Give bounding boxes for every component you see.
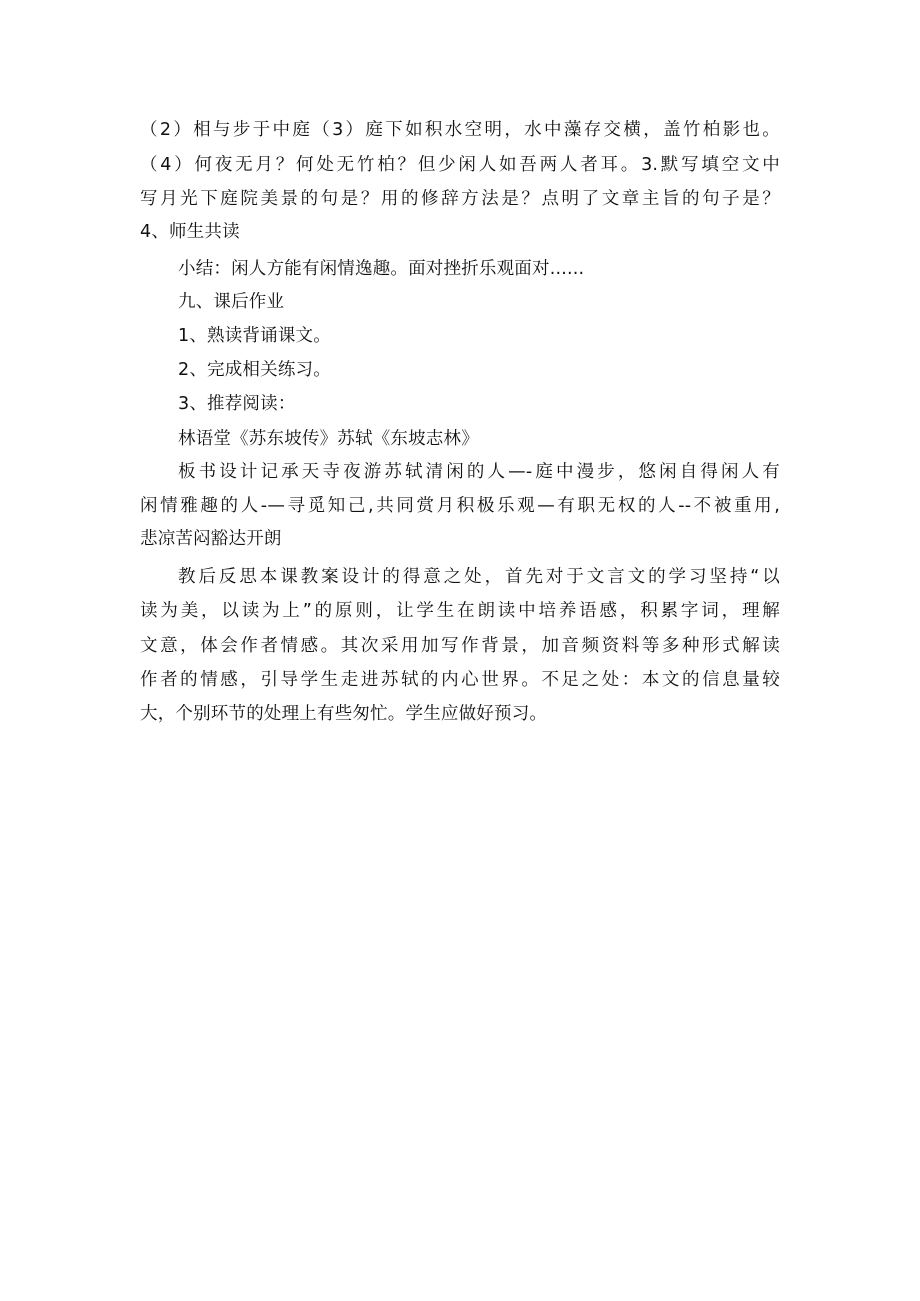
text-line: 作者的情感，引导学生走进苏轼的内心世界。不足之处：本文的信息量较 — [140, 670, 780, 690]
text-line: 闲情雅趣的人-—寻觅知己,共同赏月积极乐观—有职无权的人--不被重用, — [140, 496, 780, 516]
text-line: 文意，体会作者情感。其次采用加写作背景，加音频资料等多种形式解读 — [140, 636, 780, 656]
text-line: 读为美，以读为上”的原则，让学生在朗读中培养语感，积累字词，理解 — [140, 601, 780, 621]
text-line: 板书设计记承天寺夜游苏轼清闲的人—-庭中漫步，悠闲自得闲人有 — [178, 462, 780, 482]
text-line: 大，个别环节的处理上有些匆忙。学生应做好预习。 — [140, 704, 548, 724]
text-line: 写月光下庭院美景的句是？用的修辞方法是？点明了文章主旨的句子是？ — [140, 189, 780, 209]
summary-line: 小结：闲人方能有闲情逸趣。面对挫折乐观面对...... — [178, 259, 585, 279]
text-line: 悲凉苦闷豁达开朗 — [140, 529, 282, 549]
section-heading: 九、课后作业 — [178, 292, 285, 312]
text-line: （2）相与步于中庭（3）庭下如积水空明，水中藻存交横，盖竹柏影也。 — [140, 120, 780, 140]
text-line: 4、师生共读 — [140, 222, 240, 242]
list-item: 2、完成相关练习。 — [178, 360, 331, 380]
list-item: 3、推荐阅读： — [178, 394, 296, 414]
reading-list: 林语堂《苏东坡传》苏轼《东坡志林》 — [178, 429, 479, 449]
list-item: 1、熟读背诵课文。 — [178, 326, 331, 346]
text-line: 教后反思本课教案设计的得意之处，首先对于文言文的学习坚持“以 — [178, 567, 780, 587]
text-line: （4）何夜无月？何处无竹柏？但少闲人如吾两人者耳。3.默写填空文中 — [140, 155, 780, 175]
